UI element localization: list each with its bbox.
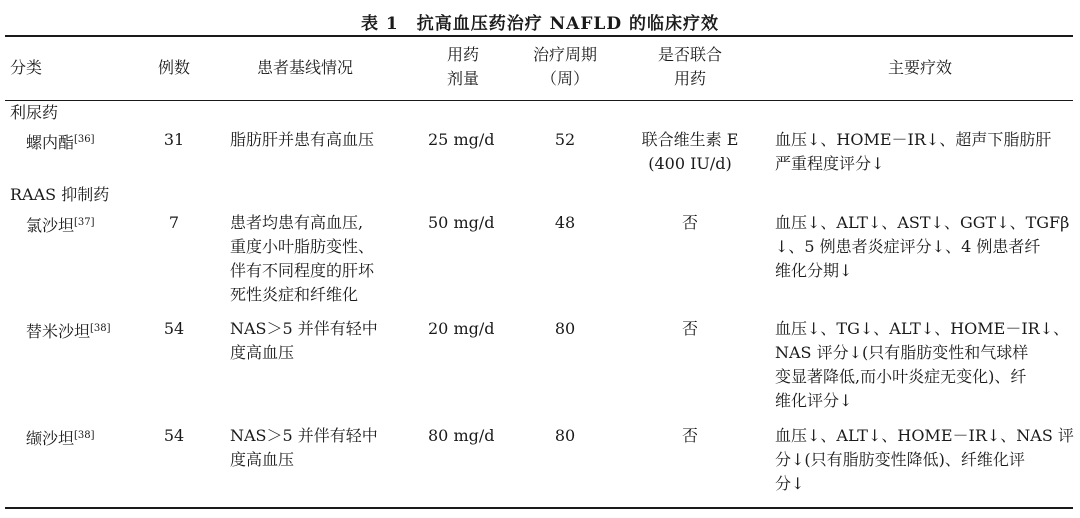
header-period-line2: （周） [540, 69, 589, 88]
header-combo-line2: 用药 [673, 69, 706, 88]
combination-line: 否 [681, 319, 698, 338]
header-rule [5, 100, 1073, 101]
treatment-period: 80 [554, 426, 576, 445]
effect-line: 维化分期↓ [775, 261, 853, 280]
case-count: 54 [163, 319, 185, 338]
header-baseline: 患者基线情况 [257, 58, 354, 77]
case-count: 7 [168, 213, 180, 232]
treatment-period: 80 [554, 319, 576, 338]
effect-line: 血压↓、HOME－IR↓、超声下脂肪肝 [775, 130, 1052, 149]
drug-name: 替米沙坦[38] [26, 322, 111, 341]
header-category: 分类 [10, 58, 43, 77]
treatment-period: 48 [554, 213, 576, 232]
reference-mark: [37] [74, 217, 95, 228]
baseline-line: 度高血压 [230, 450, 295, 469]
effect-line: ↓、5 例患者炎症评分↓、4 例患者纤 [775, 237, 1041, 256]
baseline-line: 度高血压 [230, 343, 295, 362]
drug-name: 缬沙坦[38] [26, 429, 95, 448]
header-dose-line1: 用药 [446, 45, 479, 64]
baseline-line: NAS＞5 并伴有轻中 [230, 426, 378, 445]
dose: 50 mg/d [428, 213, 495, 232]
baseline-line: 患者均患有高血压, [230, 213, 364, 232]
effect-line: 血压↓、ALT↓、AST↓、GGT↓、TGFβ [775, 213, 1070, 232]
reference-mark: [36] [74, 134, 95, 145]
baseline-line: 脂肪肝并患有高血压 [230, 130, 375, 149]
reference-mark: [38] [90, 323, 111, 334]
effect-line: 分↓ [775, 474, 805, 493]
header-dose-line2: 剂量 [446, 69, 479, 88]
table-caption: 表 1 抗高血压药治疗 NAFLD 的临床疗效 [360, 14, 720, 34]
combination-line: 否 [681, 426, 698, 445]
header-effect: 主要疗效 [887, 58, 952, 77]
bottom-rule [5, 507, 1073, 509]
baseline-line: 死性炎症和纤维化 [230, 285, 359, 304]
dose: 80 mg/d [428, 426, 495, 445]
top-rule [5, 35, 1073, 37]
effect-line: 血压↓、TG↓、ALT↓、HOME－IR↓、 [775, 319, 1070, 338]
effect-line: 严重程度评分↓ [775, 154, 885, 173]
drug-name: 螺内酯[36] [26, 133, 95, 152]
baseline-line: NAS＞5 并伴有轻中 [230, 319, 378, 338]
dose: 25 mg/d [428, 130, 495, 149]
effect-line: 维化评分↓ [775, 391, 853, 410]
combination-line: (400 IU/d) [648, 154, 732, 173]
group-label: 利尿药 [10, 103, 59, 122]
header-period-line1: 治疗周期 [532, 45, 597, 64]
header-combo-line1: 是否联合 [657, 45, 722, 64]
case-count: 31 [163, 130, 185, 149]
dose: 20 mg/d [428, 319, 495, 338]
group-label: RAAS 抑制药 [10, 185, 110, 204]
combination-line: 否 [681, 213, 698, 232]
reference-mark: [38] [74, 430, 95, 441]
baseline-line: 伴有不同程度的肝坏 [230, 261, 375, 280]
combination-line: 联合维生素 E [641, 130, 739, 149]
case-count: 54 [163, 426, 185, 445]
effect-line: 血压↓、ALT↓、HOME－IR↓、NAS 评 [775, 426, 1074, 445]
effect-line: 分↓(只有脂肪变性降低)、纤维化评 [775, 450, 1025, 469]
header-cases: 例数 [157, 58, 190, 77]
effect-line: 变显著降低,而小叶炎症无变化)、纤 [775, 367, 1027, 386]
drug-name: 氯沙坦[37] [26, 216, 95, 235]
treatment-period: 52 [554, 130, 576, 149]
effect-line: NAS 评分↓(只有脂肪变性和气球样 [775, 343, 1029, 362]
baseline-line: 重度小叶脂肪变性、 [230, 237, 375, 256]
